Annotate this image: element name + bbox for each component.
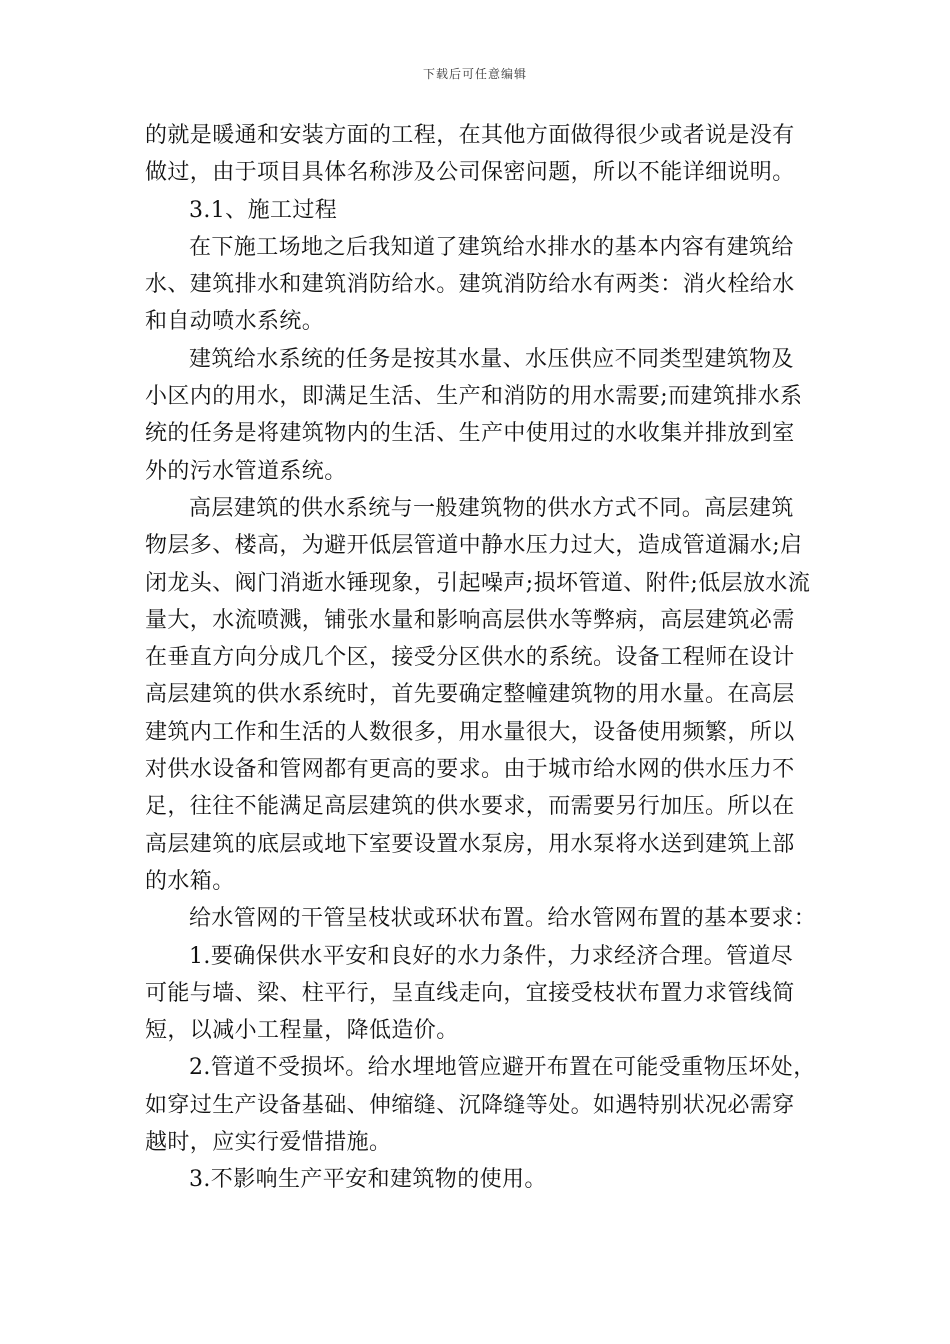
text-line: 在垂直方向分成几个区，接受分区供水的系统。设备工程师在设计 <box>145 645 795 671</box>
text-line: 如穿过生产设备基础、伸缩缝、沉降缝等处。如遇特别状况必需穿 <box>145 1092 795 1118</box>
text-line: 3.1、施工过程 <box>189 197 338 223</box>
document-body <box>145 117 833 1199</box>
text-line: 闭龙头、阀门消逝水锤现象，引起噪声;损坏管道、附件;低层放水流 <box>145 570 811 596</box>
text-line: 的水箱。 <box>145 868 235 894</box>
text-line: 外的污水管道系统。 <box>145 458 347 484</box>
text-line: 的就是暖通和安装方面的工程，在其他方面做得很少或者说是没有 <box>145 123 795 148</box>
text-line: 建筑给水系统的任务是按其水量、水压供应不同类型建筑物及 <box>189 346 794 372</box>
text-line: 短，以减小工程量，降低造价。 <box>145 1018 459 1044</box>
text-line: 2.管道不受损坏。给水埋地管应避开布置在可能受重物压坏处， <box>189 1055 816 1081</box>
text-line: 高层建筑的供水系统与一般建筑物的供水方式不同。高层建筑 <box>189 495 794 521</box>
text-line: 可能与墙、梁、柱平行，呈直线走向，宜接受枝状布置力求管线简 <box>145 980 795 1006</box>
text-line: 做过，由于项目具体名称涉及公司保密问题，所以不能详细说明。 <box>145 160 795 186</box>
text-line: 水、建筑排水和建筑消防给水。建筑消防给水有两类：消火栓给水 <box>145 272 795 298</box>
text-line: 小区内的用水，即满足生活、生产和消防的用水需要;而建筑排水系 <box>145 384 803 410</box>
text-line: 高层建筑的底层或地下室要设置水泵房，用水泵将水送到建筑上部 <box>145 831 795 857</box>
text-line: 建筑内工作和生活的人数很多，用水量很大，设备使用频繁，所以 <box>145 719 795 745</box>
text-line: 统的任务是将建筑物内的生活、生产中使用过的水收集并排放到室 <box>145 421 795 447</box>
text-line: 在下施工场地之后我知道了建筑给水排水的基本内容有建筑给 <box>189 234 794 260</box>
text-line: 越时，应实行爱惜措施。 <box>145 1130 392 1156</box>
text-line: 和自动喷水系统。 <box>145 309 325 335</box>
text-line: 物层多、楼高，为避开低层管道中静水压力过大，造成管道漏水;启 <box>145 533 803 559</box>
text-line: 量大，水流喷溅，铺张水量和影响高层供水等弊病，高层建筑必需 <box>145 607 795 633</box>
text-line: 高层建筑的供水系统时，首先要确定整幢建筑物的用水量。在高层 <box>145 682 795 708</box>
text-line: 足，往往不能满足高层建筑的供水要求，而需要另行加压。所以在 <box>145 794 795 820</box>
text-line: 3.不影响生产平安和建筑物的使用。 <box>189 1167 547 1193</box>
text-line: 1.要确保供水平安和良好的水力条件，力求经济合理。管道尽 <box>189 943 794 969</box>
text-line: 对供水设备和管网都有更高的要求。由于城市给水网的供水压力不 <box>145 757 795 783</box>
page-header: 下载后可任意编辑 <box>422 67 527 81</box>
text-line: 给水管网的干管呈枝状或环状布置。给水管网布置的基本要求： <box>189 906 817 932</box>
